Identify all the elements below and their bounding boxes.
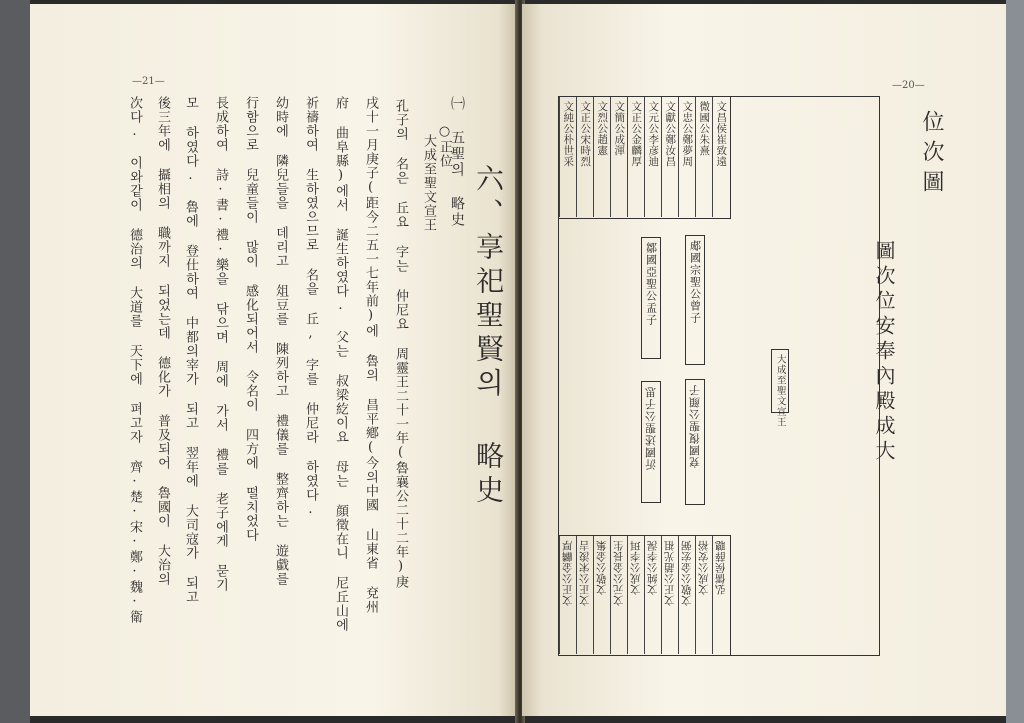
wing-name-cell: [678, 97, 695, 217]
wing-name-cell: [661, 97, 678, 217]
wing-name-cell: [644, 536, 661, 654]
text-column: 孔子의 名은 丘요 字는 仲尼요 周靈王二十一年(魯襄公二十二年)庚: [393, 99, 408, 589]
tablet-upper-2: 鄒國亞聖公孟子: [641, 237, 661, 359]
east-wing-box: [559, 97, 731, 219]
wing-name-text: 文忠公鄭夢周: [681, 101, 694, 167]
wing-name-text: 文元公李彦迪: [647, 101, 660, 167]
wing-name-text: 文敬公金集: [595, 540, 608, 595]
wing-name-cell: [644, 97, 661, 217]
text-column: 次다. 이와같이 德治의 大道를 天下에 펴고자 齊·楚·宋·鄭·魏·衛: [127, 96, 142, 624]
page-title: 位次圖: [919, 110, 944, 200]
text-column: 戌十一月庚子(距今二五一七年前)에 魯의 昌平鄕(今의中國 山東省 兗州: [363, 96, 378, 614]
wing-name-cell: [627, 536, 644, 654]
wing-name-text: 文成公安裕: [697, 540, 710, 595]
wing-name-cell: [712, 536, 729, 654]
page-number: —21—: [132, 76, 165, 87]
tablet-upper-1: 郕國宗聖公曾子: [685, 235, 705, 365]
text-column: 祈禱하여 生하였으므로 名을 丘, 字를 仲尼라 하였다.: [303, 96, 318, 518]
text-column: 모 하였다. 魯에 登仕하여 中都의宰가 되고 翌年에 大司寇가 되고: [183, 96, 198, 604]
wing-name-text: 文正公金麟厚: [630, 101, 643, 167]
text-column: 長成하여 詩·書·禮·樂을 닦으며 周에 가서 禮를 老子에게 묻기: [213, 96, 228, 592]
wing-name-cell: [695, 97, 712, 217]
wing-name-cell: [559, 97, 576, 217]
wing-name-cell: [712, 97, 729, 217]
wing-name-text: 文烈公趙憲: [596, 101, 609, 156]
wing-name-text: 文成公李珥: [629, 540, 642, 595]
scanner-edge-left: [0, 0, 30, 723]
hall-layout-diagram: [558, 96, 880, 656]
wing-name-text: 文純公朴世采: [562, 101, 575, 167]
tablet-lower-1: 兗國復聖公顔子: [685, 379, 705, 505]
center-tablet: 大成至聖文宣王: [771, 349, 789, 413]
section-heading: ㈠ 五聖의 略史: [449, 96, 465, 228]
wing-name-text: 文獻公鄭汝昌: [664, 101, 677, 167]
wing-name-text: 文正公宋浚吉: [578, 540, 591, 606]
text-column: 幼時에 隣兒들을 데리고 俎豆를 陳列하고 禮儀를 整齊하는 遊戱를: [273, 96, 288, 586]
wing-name-text: 文純公李滉: [646, 540, 659, 595]
section-marker: ○正位: [437, 124, 452, 168]
wing-name-text: 文昌侯崔致遠: [715, 101, 728, 167]
wing-name-text: 文簡公成渾: [613, 101, 626, 156]
wing-name-cell: [695, 536, 712, 654]
scanner-edge-right: [1006, 0, 1024, 723]
wing-name-text: 文元公金長生: [612, 540, 625, 606]
text-column: 後三年에 攝相의 職까지 되었는데 德化가 普及되어 魯國이 大治의: [155, 96, 170, 586]
diagram-title: 圖次位安奉內殿成大: [872, 240, 896, 465]
wing-name-cell: [593, 97, 610, 217]
wing-name-cell: [610, 97, 627, 217]
page-number: —20—: [892, 80, 925, 91]
wing-name-text: 文敬公金宏弼: [680, 540, 693, 606]
text-column: 大成至聖文宣王: [421, 134, 436, 232]
wing-name-cell: [627, 97, 644, 217]
wing-name-cell: [559, 536, 576, 654]
west-wing-box: [559, 535, 731, 655]
text-column: 府 曲阜縣)에서 誕生하였다. 父는 叔梁紇이요 母는 顔徵在니 尼丘山에: [333, 96, 348, 632]
wing-name-text: 文正公趙光祖: [663, 540, 676, 606]
wing-name-cell: [576, 97, 593, 217]
wing-name-text: 弘儒侯薛聰: [714, 540, 727, 595]
text-column: 行함으로 兒童들이 많이 感化되어서 令名이 四方에 떨치었다: [243, 96, 258, 542]
wing-name-cell: [593, 536, 610, 654]
wing-name-cell: [610, 536, 627, 654]
wing-name-cell: [576, 536, 593, 654]
wing-name-cell: [661, 536, 678, 654]
tablet-lower-2: 沂國述聖公子思: [641, 381, 661, 503]
chapter-heading: 六、享祀聖賢의 略史: [472, 164, 505, 509]
wing-name-text: 文正公宋時烈: [579, 101, 592, 167]
left-page: [30, 4, 518, 716]
wing-name-text: 文正公金麟厚: [561, 540, 574, 606]
right-page: [522, 4, 1006, 716]
wing-name-cell: [678, 536, 695, 654]
wing-name-text: 微國公朱熹: [698, 101, 711, 156]
